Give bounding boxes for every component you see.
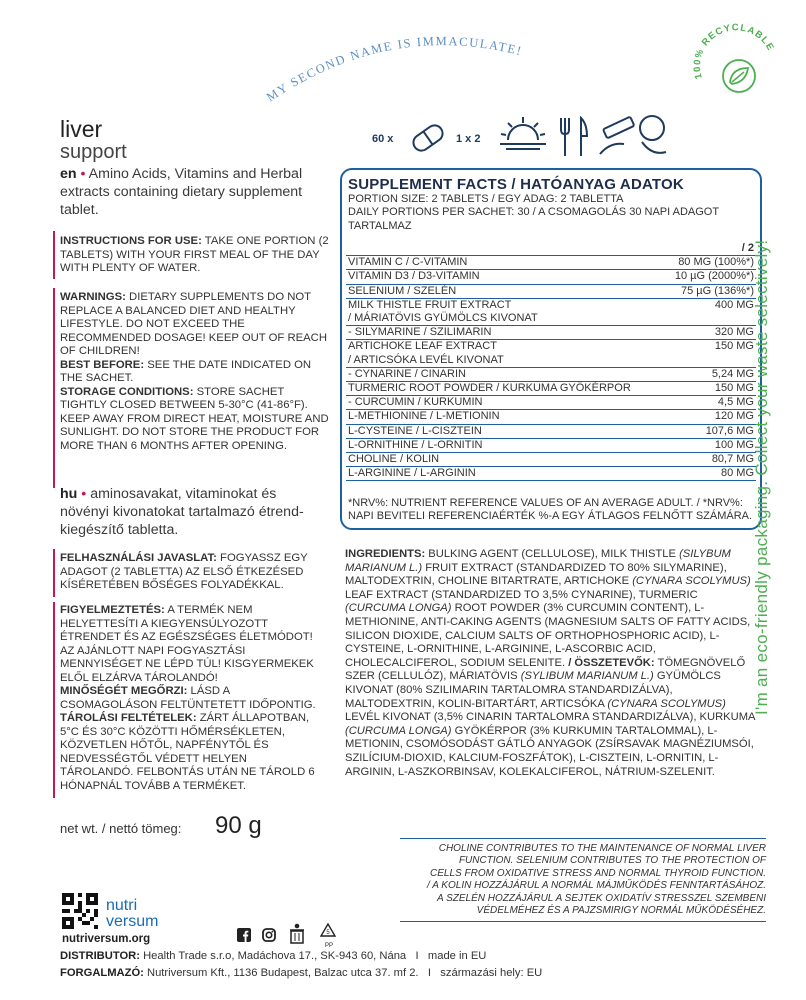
- nutrient-name: TURMERIC ROOT POWDER / KURKUMA GYÖKÉRPOR: [348, 382, 631, 395]
- facts-table: [346, 242, 756, 481]
- nutrient-name: ARTICHOKE LEAF EXTRACT: [348, 340, 497, 353]
- distributor-address: Health Trade s.r.o, Madáchova 17., SK-943 60, Nána: [143, 950, 407, 962]
- en-storage-label: STORAGE CONDITIONS:: [60, 385, 194, 398]
- facts-row: [346, 410, 756, 424]
- ingredients-hu-text: GYÖKÉRPOR (3% KURKUMIN TARTALOMMAL), L-METIONIN, CSOMÓSODÁST GÁTLÓ ANYAGOK (ZSÍRSAVAK MAGNÉZIUMSÓI, SZILÍCIUM-DIOXID, KALCIUM-FOSZFÁTOK), L-CISZTEIN, L-ORNITIN, L-ARGININ, L-ASZKORBINSAV, KOLEKALCIFEROL, NÁTRIUM-SZELENIT.: [345, 724, 754, 778]
- distributor-label: DISTRIBUTOR:: [60, 950, 140, 962]
- claim-line: VÉDELMÉHEZ ÉS A PAJZSMIRIGY NORMÁL MŰKÖDÉSÉHEZ.: [476, 905, 766, 917]
- nutrient-value: 80 MG: [720, 467, 754, 480]
- recyclable-text: 100% RECYCLABLE: [691, 22, 777, 81]
- ingredients-hu-latin: (SYLIBUM MARIANUM L.): [520, 670, 654, 683]
- qr-code-icon: [62, 893, 98, 929]
- forgalmazo-line: [60, 967, 542, 979]
- pp-label: PP: [325, 943, 334, 949]
- health-claims: [380, 843, 766, 917]
- svg-text:100% RECYCLABLE: [692, 22, 776, 80]
- hu-warnings-label: FIGYELMEZTETÉS:: [60, 604, 165, 616]
- nutrient-value: 150 MG: [714, 382, 754, 395]
- ingredients-hu-text: TÖMEGNÖVELŐ SZER (CELLULÓZ), MÁRIATÖVIS: [345, 656, 746, 683]
- facts-row: [346, 439, 756, 453]
- en-best-text: SEE THE DATE INDICATED ON THE SACHET.: [60, 358, 312, 384]
- hu-description-text: aminosavakat, vitaminokat és növényi kivonatokat tartalmazó étrend-kiegészítő tabletta.: [60, 486, 304, 538]
- bullet-dot: •: [80, 166, 86, 182]
- ingredients-hu-text: GYÜMÖLCS KIVONAT (80% SZILIMARIN TARTALOMRA STANDARDIZÁLVA), MALTODEXTRIN, KOLIN-BITARTÁRT, ARTICSÓKA: [345, 670, 721, 710]
- en-storage-text: STORE SACHET TIGHTLY CLOSED BETWEEN 5-30°C (41-86°F). KEEP AWAY FROM DIRECT HEAT, MOISTURE AND SUNLIGHT. DO NOT STORE THE PRODUCT FOR MORE THAN 6 MONTHS AFTER OPENING.: [60, 385, 329, 452]
- sunrise-icon: [498, 114, 548, 154]
- nutrient-name: L-CYSTEINE / L-CISZTEIN: [348, 424, 482, 437]
- hu-instructions-label: FELHASZNÁLÁSI JAVASLAT:: [60, 552, 217, 564]
- en-warnings-text: DIETARY SUPPLEMENTS DO NOT REPLACE A BALANCED DIET AND HEALTHY LIFESTYLE. DO NOT EXCEED THE RECOMMENDED DOSAGE! KEEP OUT OF REACH OF CHILDREN!: [60, 291, 327, 357]
- nutrient-name: VITAMIN C / C-VITAMIN: [348, 256, 468, 269]
- recyclable-badge: [682, 8, 792, 118]
- facts-row: [346, 256, 756, 270]
- facts-row: [346, 312, 756, 326]
- hu-best-label: MINŐSÉGÉT MEGŐRZI:: [60, 685, 188, 697]
- net-weight-label: net wt. / nettó tömeg:: [60, 821, 182, 836]
- en-warnings-label: WARNINGS:: [60, 291, 126, 303]
- en-instructions-text: TAKE ONE PORTION (2 TABLETS) WITH YOUR FIRST MEAL OF THE DAY WITH PLENTY OF WATER.: [60, 235, 329, 274]
- ingredients-hu-latin: (CYNARA SCOLYMUS): [607, 697, 726, 710]
- nutrient-value: 4,5 MG: [717, 396, 754, 409]
- nutriversum-logo: [106, 898, 158, 930]
- ingredients-en-label: INGREDIENTS:: [345, 548, 426, 560]
- hu-warnings: [60, 604, 322, 793]
- facts-row: [346, 326, 756, 340]
- nutrient-name: VITAMIN D3 / D3-VITAMIN: [348, 270, 480, 283]
- nutrient-value: 80,7 MG: [711, 453, 754, 466]
- hu-code: hu: [60, 486, 78, 502]
- logo-line-1: nutri: [106, 897, 138, 914]
- en-best-label: BEST BEFORE:: [60, 358, 145, 371]
- claim-line: A SZELÉN HOZZÁJÁRUL A SEJTEK OXIDATÍV STRESSZEL SZEMBENI: [437, 892, 766, 904]
- nutrient-name: MILK THISTLE FRUIT EXTRACT: [348, 298, 512, 311]
- product-subtitle: support: [60, 141, 127, 163]
- ingredients-hu-latin: (CURCUMA LONGA): [345, 724, 452, 737]
- nrv-note: *NRV%: NUTRIENT REFERENCE VALUES OF AN AVERAGE ADULT. / *NRV%: NAPI BEVITELI REFERENCIAÉRTÉK %-A EGY ÁTLAGOS FELNŐTT SZÁMÁRA.: [348, 497, 753, 522]
- claim-line: CELLS FROM OXIDATIVE STRESS AND NORMAL THYROID FUNCTION.: [430, 867, 766, 879]
- facebook-icon: [237, 928, 251, 942]
- en-description: [60, 165, 310, 219]
- facts-row: [346, 396, 756, 410]
- claims-bottom-rule: [400, 921, 766, 922]
- hu-warnings-text: A TERMÉK NEM HELYETTESÍTI A KIEGYENSÚLYOZOTT ÉTRENDET ÉS AZ EGÉSZSÉGES ÉLETMÓDOT! AZ AJÁNLOTT NAPI FOGYASZTÁSI MENNYISÉGET NE LÉPD TÚL! KISGYERMEKEK ELŐL ELZÁRVA TÁROLANDÓ!: [60, 604, 314, 684]
- svg-text:MY SECOND NAME IS IMMACULATE!: [264, 34, 524, 104]
- nutrient-name: CHOLINE / KOLIN: [348, 453, 440, 466]
- drinking-person-icon: [598, 112, 670, 158]
- ingredients-en-text: LEAF EXTRACT (STANDARDIZED TO 3,5% CYNARINE), TURMERIC: [345, 588, 698, 601]
- fork-knife-icon: [556, 116, 590, 158]
- claim-line: CHOLINE CONTRIBUTES TO THE MAINTENANCE OF NORMAL LIVER: [438, 843, 766, 854]
- claims-top-rule: [400, 838, 766, 839]
- forgalmazo-label: FORGALMAZÓ:: [60, 967, 144, 979]
- ingredients-hu-label: / ÖSSZETEVŐK:: [568, 656, 655, 669]
- claim-line: FUNCTION. SELENIUM CONTRIBUTES TO THE PROTECTION OF: [458, 855, 766, 867]
- nutrient-name: - CYNARINE / CINARIN: [348, 367, 466, 380]
- en-instructions: [60, 235, 332, 276]
- hu-warnings-bar: [53, 602, 55, 798]
- nutrient-value: 150 MG: [714, 340, 754, 353]
- ingredients-en-latin: (CYNARA SCOLYMUS): [632, 575, 751, 588]
- eco-message: I'm an eco-friendly packaging. Collect your waste selectively!: [752, 239, 771, 715]
- en-warnings: [60, 291, 332, 453]
- nutrient-name: L-ORNITHINE / L-ORNITIN: [348, 438, 483, 451]
- nutrient-value: 400 MG: [714, 298, 754, 311]
- nutrient-name: L-METHIONINE / L-METIONIN: [348, 410, 500, 423]
- facts-row: [346, 382, 756, 396]
- recycle-leaf-icon: [723, 60, 755, 92]
- arc-slogan: [230, 10, 590, 120]
- ingredients-en-text: FRUIT EXTRACT (STANDARDIZED TO 80% SILYMARINE), MALTODEXTRIN, CHOLINE BITARTRATE, ARTICHOKE: [345, 561, 727, 588]
- hu-instructions-text: FOGYASSZ EGY ADAGOT (2 TABLETTA) AZ ELSŐ ÉTKEZÉSED KÍSÉRETÉBEN BŐSÉGES FOLYADÉKKAL.: [60, 552, 308, 591]
- claim-line: / A KOLIN HOZZÁJÁRUL A NORMÁL MÁJMŰKÖDÉS FENNTARTÁSÁHOZ.: [427, 880, 766, 892]
- ingredients-en-text: ROOT POWDER (3% CURCUMIN CONTENT), L-METHIONINE, ANTI-CAKING AGENTS (MAGNESIUM SALTS OF FATTY ACIDS, SILICON DIOXIDE, CALCIUM SALTS OF ORTHOPHOSPHORIC ACID), L-CYSTEINE, L-ORNITHINE, L-ARGININE, L-ASCORBIC ACID, CHOLECALCIFEROL, SODIUM SELENITE.: [345, 602, 751, 669]
- hu-storage-label: TÁROLÁSI FELTÉTELEK:: [60, 712, 197, 724]
- hu-description: [60, 485, 310, 539]
- nutrient-name: - SILYMARINE / SZILIMARIN: [348, 326, 492, 339]
- facts-row: [346, 368, 756, 382]
- nutrient-name: / MÁRIATÖVIS GYÜMÖLCS KIVONAT: [348, 312, 538, 325]
- pp-recycle-icon: [317, 922, 339, 944]
- ingredients: [345, 548, 757, 779]
- nutrient-value: 5,24 MG: [711, 367, 754, 380]
- ingredients-en-latin: (SILYBUM MARIANUM L.): [345, 548, 731, 574]
- origin: származási hely: EU: [440, 967, 543, 979]
- en-instructions-label: INSTRUCTIONS FOR USE:: [60, 235, 202, 247]
- en-instructions-bar: [53, 231, 55, 279]
- separator: I: [427, 967, 431, 979]
- nutrient-name: SELENIUM / SZELÉN: [348, 284, 457, 297]
- tablet-count: 60 x: [372, 133, 394, 145]
- ingredients-en-text: BULKING AGENT (CELLULOSE), MILK THISTLE: [428, 548, 676, 560]
- net-weight-value: 90 g: [215, 812, 262, 839]
- facts-row: [346, 270, 756, 284]
- en-description-text: Amino Acids, Vitamins and Herbal extracts containing dietary supplement tablet.: [60, 166, 303, 218]
- ingredients-en-latin: (CURCUMA LONGA): [345, 602, 452, 615]
- nutrient-value: 107,6 MG: [705, 424, 754, 437]
- en-code: en: [60, 166, 77, 182]
- nutrient-value: 10 µG (2000%*): [674, 270, 754, 283]
- arc-slogan-text: MY SECOND NAME IS IMMACULATE!: [263, 34, 525, 105]
- facts-row: [346, 467, 756, 481]
- nutrient-value: 75 µG (136%*): [681, 284, 754, 297]
- en-warnings-bar: [53, 288, 55, 488]
- separator: I: [415, 950, 419, 962]
- facts-row: [346, 354, 756, 368]
- website-url: nutriversum.org: [62, 933, 151, 945]
- svg-text:5: 5: [326, 930, 330, 936]
- facts-row: [346, 340, 756, 353]
- facts-row: [346, 285, 756, 299]
- supplement-facts-box: [340, 168, 762, 530]
- nutrient-name: - CURCUMIN / KURKUMIN: [348, 396, 483, 409]
- hu-instructions: [60, 552, 332, 593]
- dose-count: 1 x 2: [456, 133, 481, 145]
- product-title: liver: [60, 116, 103, 142]
- supplement-facts-title: SUPPLEMENT FACTS / HATÓANYAG ADATOK: [348, 176, 684, 193]
- facts-row: [346, 299, 756, 312]
- logo-line-2: versum: [106, 913, 159, 930]
- nutrient-value: 120 MG: [714, 410, 754, 423]
- daily-portions: DAILY PORTIONS PER SACHET: 30 / A CSOMAGOLÁS 30 NAPI ADAGOT TARTALMAZ: [348, 206, 719, 232]
- bullet-dot: •: [81, 486, 87, 502]
- nutrient-value: 80 MG (100%*): [678, 256, 754, 269]
- nutrient-name: / ARTICSÓKA LEVÉL KIVONAT: [348, 353, 504, 366]
- ingredients-hu-text: LEVÉL KIVONAT (3,5% CINARIN TARTALOMRA STANDARDIZÁLVA), KURKUMA: [345, 711, 755, 724]
- trash-bin-icon: [287, 922, 307, 944]
- tablet-icon: [408, 118, 448, 158]
- made-in: made in EU: [427, 950, 487, 962]
- nutrient-value: 320 MG: [714, 326, 754, 339]
- hu-storage-text: ZÁRT ÁLLAPOTBAN, 5°C ÉS 30°C KÖZÖTTI HŐMÉRSÉKLETEN, KÖZVETLEN HŐTŐL, NAPFÉNYTŐL ÉS NEDVESSÉGTŐL VÉDETT HELYEN TÁROLANDÓ. FELBONTÁS UTÁN NE TÁROLD 6 HÓNAPNÁL TOVÁBB A TERMÉKET.: [60, 712, 315, 792]
- instagram-icon: [262, 928, 276, 942]
- facts-column-header: / 2: [346, 242, 756, 256]
- forgalmazo-address: Nutriversum Kft., 1136 Budapest, Balzac utca 37. mf 2.: [147, 967, 419, 979]
- hu-instructions-bar: [53, 549, 55, 597]
- hu-best-text: LÁSD A CSOMAGOLÁSON FELTÜNTETETT IDŐPONTIG.: [60, 685, 316, 711]
- facts-row: [346, 453, 756, 467]
- distributor-line: [60, 950, 486, 962]
- nutrient-name: L-ARGININE / L-ARGININ: [348, 467, 476, 480]
- portion-size: PORTION SIZE: 2 TABLETS / EGY ADAG: 2 TABLETTA: [348, 193, 624, 205]
- nutrient-value: 100 MG: [714, 438, 754, 451]
- facts-row: [346, 425, 756, 439]
